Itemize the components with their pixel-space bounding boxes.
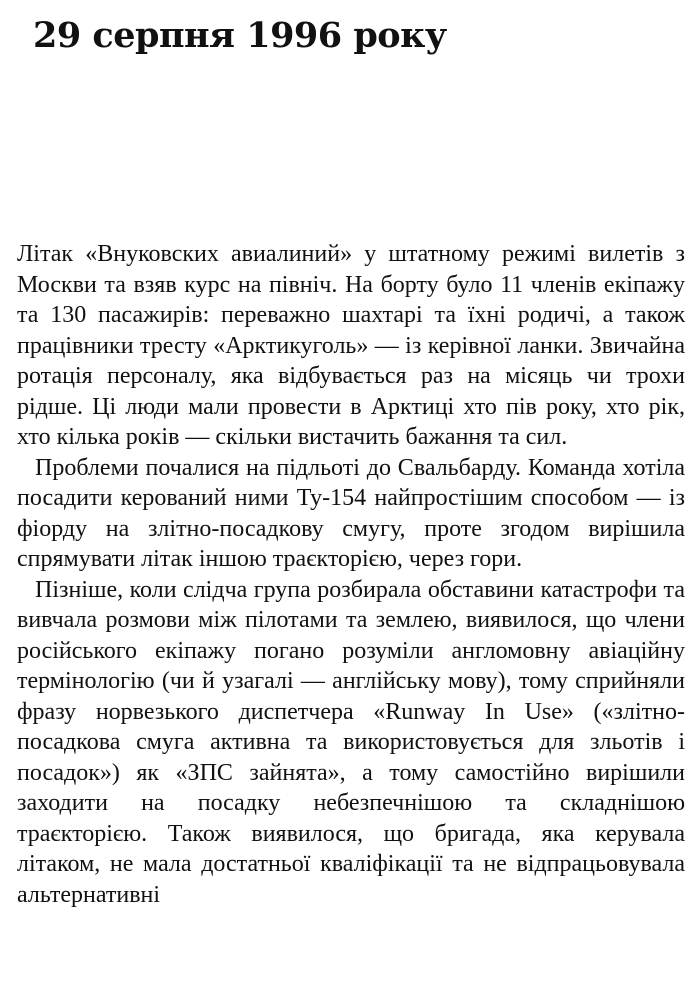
paragraph-2: Проблеми почалися на підльоті до Свальбарду. Команда хотіла посадити керований ними Ту-154 найпростішим способом — із фіорду на злітно-посадкову смугу, проте згодом вирішила спрямувати літак іншою траєкторією, через гори. xyxy=(17,454,685,572)
body-text xyxy=(17,239,685,910)
paragraph-1: Літак «Внуковских авиалиний» у штатному режимі вилетів з Москви та взяв курс на північ. На борту було 11 членів екіпажу та 130 пасажирів: переважно шахтарі та їхні родичі, а також працівники тресту «Арктикуголь» — із керівної ланки. Звичайна ротація персоналу, яка відбувається раз на місяць чи трохи рідше. Ці люди мали провести в Арктиці хто пів року, хто рік, хто кілька років — скільки вистачить бажання та сил. xyxy=(17,241,685,450)
chapter-heading: 29 серпня 1996 року xyxy=(33,15,447,56)
paragraph-3: Пізніше, коли слідча група розбирала обставини катастрофи та вивчала розмови між пілотами та землею, виявилося, що члени російського екіпажу погано розуміли англомовну авіаційну термінологію (чи й узагалі — англійську мову), тому сприйняли фразу норвезького диспетчера «Runway In Use» («злітно-посадкова смуга активна та використовується для зльотів і посадок») як «ЗПС зайнята», а тому самостійно вирішили заходити на посадку небезпечнішою та складнішою траєкторією. Також виявилося, що бригада, яка керувала літаком, не мала достатньої кваліфікації та не відпрацьовувала альтернативні xyxy=(17,576,685,908)
